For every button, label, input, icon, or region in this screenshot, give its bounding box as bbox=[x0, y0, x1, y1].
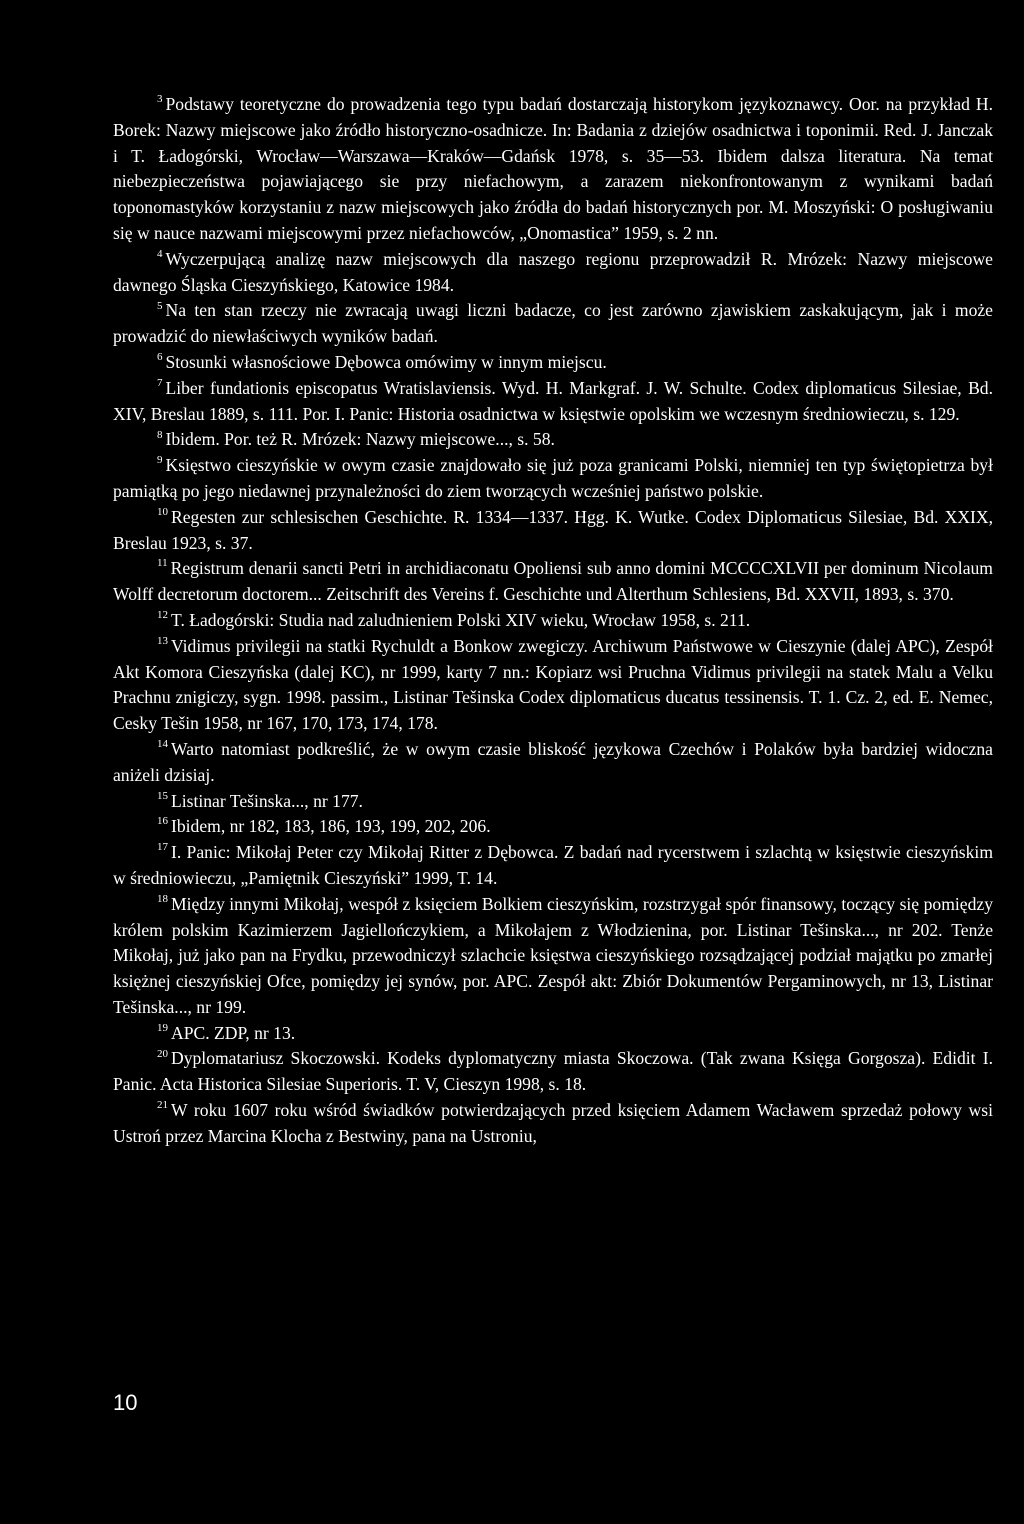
footnote-text: T. Ładogórski: Studia nad zaludnieniem Polski XIV wieku, Wrocław 1958, s. 211. bbox=[171, 609, 751, 630]
footnote-number: 14 bbox=[157, 738, 168, 751]
footnote-text: Na ten stan rzeczy nie zwracają uwagi liczni badacze, co jest zarówno zjawiskiem zaskakującym, jak i może prowadzić do niewłaściwych wyników badań. bbox=[113, 300, 993, 347]
footnote-text: Ibidem, nr 182, 183, 186, 193, 199, 202, 206. bbox=[171, 816, 491, 837]
footnote-16 bbox=[113, 814, 993, 840]
footnote-19 bbox=[113, 1021, 993, 1047]
footnote-number: 16 bbox=[157, 815, 168, 828]
footnote-text: Listinar Tešinska..., nr 177. bbox=[171, 790, 363, 811]
footnote-number: 13 bbox=[157, 634, 168, 647]
footnote-number: 6 bbox=[157, 351, 163, 364]
footnote-number: 15 bbox=[157, 789, 168, 802]
footnote-number: 21 bbox=[157, 1099, 168, 1112]
footnote-10 bbox=[113, 505, 993, 557]
footnote-text: Vidimus privilegii na statki Rychuldt a Bonkow zwegiczy. Archiwum Państwowe w Cieszynie (dalej APC), Zespół Akt Komora Cieszyńska (dalej KC), nr 1999, karty 7 nn.: Kopiarz wsi Pruchna Vidimus privilegii na statek Malu a Velku Prachnu znigiczy, sygn. 1998. passim., Listinar Tešinska Codex diplomaticus ducatus tessinensis. T. 1. Cz. 2, ed. E. Nemec, Cesky Tešin 1958, nr 167, 170, 173, 174, 178. bbox=[113, 635, 993, 734]
footnote-text: Dyplomatariusz Skoczowski. Kodeks dyplomatyczny miasta Skoczowa. (Tak zwana Księga Gorgosza). Edidit I. Panic. Acta Historica Silesiae Superioris. T. V, Cieszyn 1998, s. 18. bbox=[113, 1048, 993, 1095]
footnote-number: 9 bbox=[157, 454, 163, 467]
footnote-4 bbox=[113, 247, 993, 299]
footnote-text: I. Panic: Mikołaj Peter czy Mikołaj Ritter z Dębowca. Z badań nad rycerstwem i szlachtą w księstwie cieszyńskim w średniowieczu, „Pamiętnik Cieszyński” 1999, T. 14. bbox=[113, 842, 993, 888]
footnote-number: 17 bbox=[157, 841, 168, 854]
footnote-number: 5 bbox=[157, 299, 163, 312]
footnote-text: Między innymi Mikołaj, wespół z księciem Bolkiem cieszyńskim, rozstrzygał spór finansowy, toczący się pomiędzy królem polskim Kazimierzem Jagiellończykiem, a Mikołajem z Włodzienina, por. Listinar Tešinska..., nr 202. Tenże Mikołaj, już jako pan na Frydku, przewodniczył szlachcie księstwa cieszyńskiego rozsądzającej podział majątku po zmarłej księżnej cieszyńskiej Ofce, pomiędzy jej synów, por. APC. Zespół akt: Zbiór Dokumentów Pergaminowych, nr 13, Listinar Tešinska..., nr 199. bbox=[113, 893, 993, 1017]
footnote-8 bbox=[113, 427, 993, 453]
footnote-text: Regesten zur schlesischen Geschichte. R. 1334—1337. Hgg. K. Wutke. Codex Diplomaticus Silesiae, Bd. XXIX, Breslau 1923, s. 37. bbox=[113, 506, 993, 553]
page-number: 10 bbox=[113, 1390, 138, 1415]
footnote-18 bbox=[113, 892, 993, 1021]
footnote-text: Liber fundationis episcopatus Wratislaviensis. Wyd. H. Markgraf. J. W. Schulte. Codex diplomaticus Silesiae, Bd. XIV, Breslau 1889, s. 111. Por. I. Panic: Historia osadnictwa w księstwie opolskim we wczesnym średniowieczu, s. 129. bbox=[113, 377, 993, 424]
footnote-text: Registrum denarii sancti Petri in archidiaconatu Opoliensi sub anno domini MCCCCXLVII per dominum Nicolaum Wolff decretorum doctorem... Zeitschrift des Vereins f. Geschichte und Alterthum Schlesiens, Bd. XXVII, 1893, s. 370. bbox=[113, 558, 993, 605]
footnote-number: 18 bbox=[157, 892, 168, 905]
footnote-15 bbox=[113, 789, 993, 815]
footnote-text: Ibidem. Por. też R. Mrózek: Nazwy miejscowe..., s. 58. bbox=[165, 429, 555, 450]
footnote-5 bbox=[113, 298, 993, 350]
footnote-number: 10 bbox=[157, 505, 168, 518]
footnote-number: 3 bbox=[157, 93, 163, 106]
footnote-text: Podstawy teoretyczne do prowadzenia tego typu badań dostarczają historykom językoznawcy. Oor. na przykład H. Borek: Nazwy miejscowe jako źródło historyczno-osadnicze. In: Badania z dziejów osadnictwa i toponimii. Red. J. Janczak i T. Ładogórski, Wrocław—Warszawa—Kraków—Gdańsk 1978, s. 35—53. Ibidem dalsza literatura. Na temat niebezpieczeństwa pojawiającego sie przy niefachowym, a zarazem niekonfrontowanym z wynikami badań toponomastyków korzystaniu z nazw miejscowych jako źródła do badań historycznych por. M. Moszyński: O posługiwaniu się w nauce nazwami miejscowymi przez niefachowców, „Onomastica” 1959, s. 2 nn. bbox=[113, 94, 993, 243]
footnote-text: APC. ZDP, nr 13. bbox=[171, 1022, 296, 1043]
footnote-text: Stosunki własnościowe Dębowca omówimy w innym miejscu. bbox=[165, 351, 607, 372]
footnote-14 bbox=[113, 737, 993, 789]
footnotes-section bbox=[113, 92, 993, 1150]
footnote-text: W roku 1607 roku wśród świadków potwierdzających przed księciem Adamem Wacławem sprzedaż połowy wsi Ustroń przez Marcina Klocha z Bestwiny, pana na Ustroniu, bbox=[113, 1100, 993, 1146]
footnote-number: 20 bbox=[157, 1047, 168, 1060]
footnote-number: 12 bbox=[157, 609, 168, 622]
footnote-text: Warto natomiast podkreślić, że w owym czasie bliskość językowa Czechów i Polaków była bardziej widoczna aniżeli dzisiaj. bbox=[113, 738, 993, 785]
footnote-number: 4 bbox=[157, 247, 163, 260]
footnote-3 bbox=[113, 92, 993, 247]
footnote-13 bbox=[113, 634, 993, 737]
footnote-number: 8 bbox=[157, 428, 163, 441]
footnote-9 bbox=[113, 453, 993, 505]
footnote-text: Księstwo cieszyńskie w owym czasie znajdowało się już poza granicami Polski, niemniej ten typ świętopietrza był pamiątką po jego niedawnej przynależności do ziem tworzących wcześniej państwo polskie. bbox=[113, 455, 993, 501]
footnote-number: 11 bbox=[157, 557, 168, 570]
footnote-6 bbox=[113, 350, 993, 376]
footnote-number: 7 bbox=[157, 376, 163, 389]
footnote-7 bbox=[113, 376, 993, 428]
footnote-20 bbox=[113, 1046, 993, 1098]
footnote-11 bbox=[113, 556, 993, 608]
footnote-17 bbox=[113, 840, 993, 892]
footnote-12 bbox=[113, 608, 993, 634]
footnote-21 bbox=[113, 1098, 993, 1150]
footnote-number: 19 bbox=[157, 1021, 168, 1034]
footnote-text: Wyczerpującą analizę nazw miejscowych dla naszego regionu przeprowadził R. Mrózek: Nazwy miejscowe dawnego Śląska Cieszyńskiego, Katowice 1984. bbox=[113, 248, 993, 295]
